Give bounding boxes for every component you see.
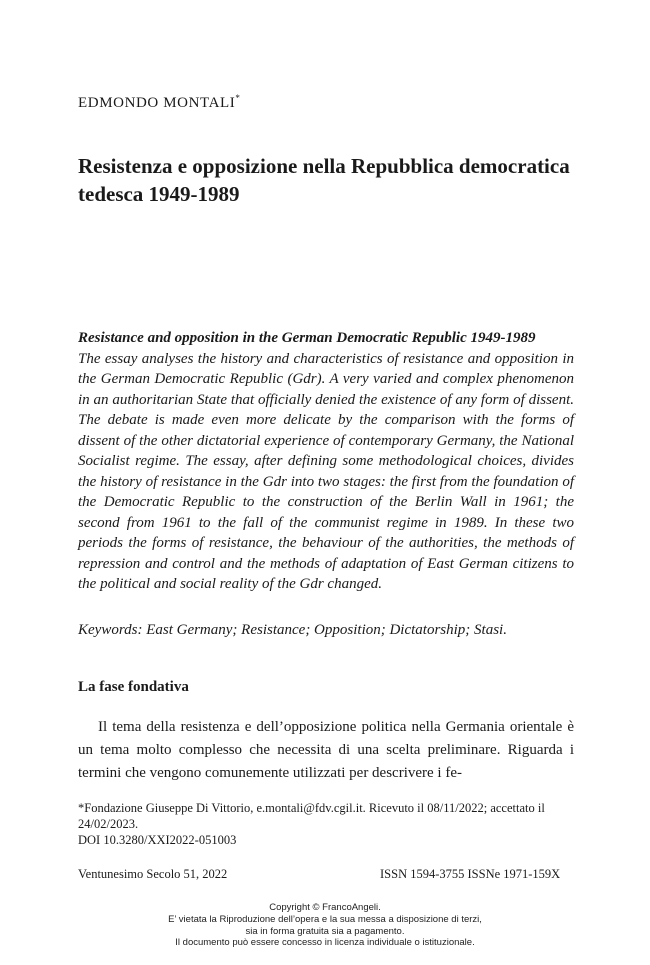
- footnote: [78, 800, 578, 848]
- issn-info: ISSN 1594-3755 ISSNe 1971-159X: [380, 867, 561, 881]
- copyright-notice: [100, 902, 550, 949]
- keywords: Keywords: East Germany; Resistance; Opposition; Dictatorship; Stasi.: [78, 622, 507, 638]
- journal-citation: Ventunesimo Secolo 51, 2022: [78, 867, 228, 881]
- author-name: [78, 93, 240, 112]
- copyright-line: Il documento può essere concesso in licenza individuale o istituzionale.: [175, 937, 475, 949]
- copyright-line: E’ vietata la Riproduzione dell’opera e la sua messa a disposizione di terzi,: [168, 913, 482, 925]
- footnote-affiliation: *Fondazione Giuseppe Di Vittorio, e.montali@fdv.cgil.it. Ricevuto il 08/11/2022; accettato il 24/02/2023.: [78, 801, 545, 831]
- copyright-line: sia in forma gratuita sia a pagamento.: [245, 925, 405, 937]
- abstract: [78, 328, 574, 595]
- abstract-text: The essay analyses the history and characteristics of resistance and opposition in the German Democratic Republic (Gdr). A very varied and complex phenomenon in an authoritarian State that officially denied the existence of any form of dissent. The debate is made even more delicate by the comparison with the forms of dissent of the other dictatorial experience of contemporary Germany, the National Socialist regime. The essay, after defining some methodological choices, divides the history of resistance in the Gdr into two stages: the first from the foundation of the Democratic Republic to the construction of the Berlin Wall in 1961; the second from 1961 to the fall of the communist regime in 1989. In these two periods the forms of resistance, the behaviour of the authorities, the methods of repression and control and the methods of adaptation of East German citizens to the political and social reality of the Gdr changed.: [78, 350, 574, 592]
- footnote-doi: DOI 10.3280/XXI2022-051003: [78, 833, 237, 847]
- body-paragraph: Il tema della resistenza e dell’opposizione politica nella Germania orientale è un tema molto complesso che necessita di una scelta preliminare. Riguarda i termini che vengono comunemente utilizzati per descrivere i fe-: [78, 719, 574, 781]
- article-title: Resistenza e opposizione nella Repubblica democratica tedesca 1949-1989: [78, 154, 570, 206]
- copyright-line: Copyright © FrancoAngeli.: [269, 902, 381, 913]
- section-heading: La fase fondativa: [78, 679, 189, 695]
- author-name-text: EDMONDO MONTALI: [78, 95, 236, 111]
- abstract-title: Resistance and opposition in the German Democratic Republic 1949-1989: [78, 330, 536, 346]
- author-footnote-mark: *: [235, 93, 241, 103]
